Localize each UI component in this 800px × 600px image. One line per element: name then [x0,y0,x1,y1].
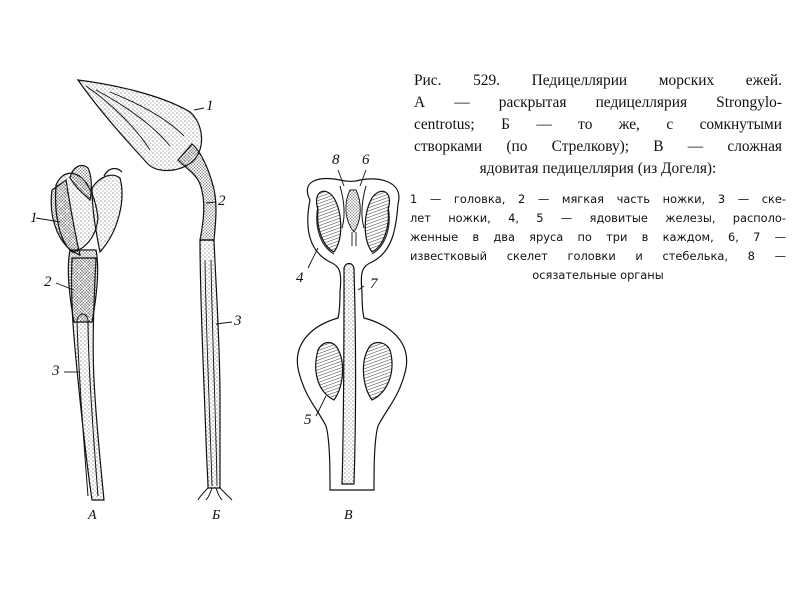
label-b-3: 3 [234,313,242,329]
drawing-a [36,166,122,500]
caption-line-5: ядовитая педицеллярия (из Догеля): [479,160,717,177]
legend-line-4: известковый скелет головки и стебелька, 8 — [410,249,786,263]
caption-line-1: Рис. 529. Педицеллярии морских ежей. [414,72,782,89]
label-c-5: 5 [304,412,312,428]
label-c-7: 7 [370,276,378,292]
label-c-letter: В [344,508,353,523]
label-c-4: 4 [296,270,304,286]
label-a-1: 1 [30,210,38,226]
legend-line-3: женные в два яруса по три в каждом, 6, 7 — [410,230,786,244]
label-b-2: 2 [218,193,226,209]
caption-line-3: centrotus; Б — то же, с сомкнутыми [414,116,782,133]
caption-line-2: А — раскрытая педицеллярия Strongylo- [414,94,782,111]
label-c-8: 8 [332,152,340,168]
figure-caption [414,70,782,180]
label-a-2: 2 [44,274,52,290]
label-c-6: 6 [362,152,370,168]
legend-line-2: лет ножки, 4, 5 — ядовитые железы, располо- [410,211,786,225]
figure-legend [410,190,786,285]
drawing-c [297,170,406,490]
label-b-1: 1 [206,98,214,114]
caption-line-4: створками (по Стрелкову); В — сложная [414,138,782,155]
drawing-b [78,80,232,500]
label-a-3: 3 [52,363,60,379]
legend-line-5: осязательные органы [532,268,664,282]
label-a-letter: А [88,508,97,523]
label-b-letter: Б [212,508,221,523]
legend-line-1: 1 — головка, 2 — мягкая часть ножки, 3 — ске- [410,192,786,206]
